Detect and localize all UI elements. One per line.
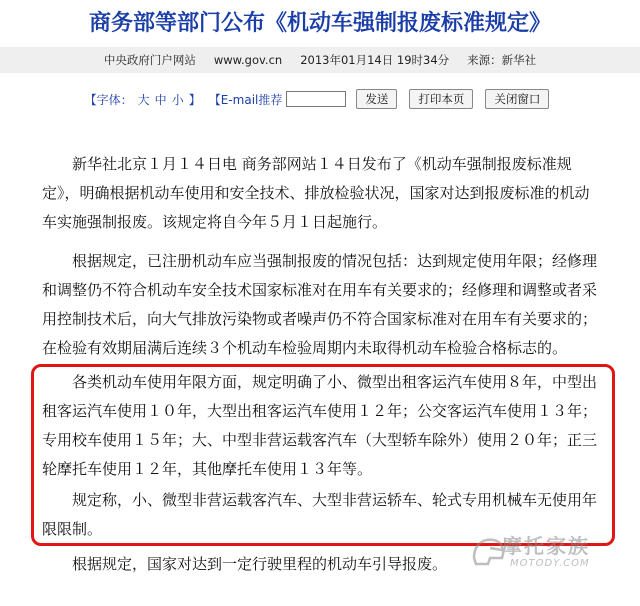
news-source: 来源：新华社 (467, 53, 537, 67)
watermark-name: 摩托家族 (502, 534, 590, 558)
font-size-bracket: 】 (188, 92, 201, 107)
font-size-small-link[interactable]: 小 (171, 92, 184, 107)
paragraph-intro: 新华社北京１月１４日电 商务部网站１４日发布了《机动车强制报废标准规定》，明确根据机动车使用和安全技术、排放检验状况，国家对达到报废标准的机动车实施强制报废。该规定将自今年５月１日起施行。 (42, 155, 590, 231)
font-size-medium-link[interactable]: 中 (154, 92, 167, 107)
email-recommend-label: 【E-mail推荐 (208, 92, 283, 107)
source-site: 中央政府门户网站 (103, 53, 196, 67)
article-meta (0, 47, 640, 73)
paragraph-no-limit: 规定称，小、微型非营运载客汽车、大型非营运轿车、轮式专用机械车无使用年限限制。 (42, 491, 598, 538)
close-window-button[interactable]: 关闭窗口 (485, 89, 549, 109)
page-title: 商务部等部门公布《机动车强制报废标准规定》 (88, 11, 551, 36)
publish-datetime: 2013年01月14日 19时34分 (300, 53, 450, 67)
font-size-switcher (85, 91, 201, 108)
send-button[interactable]: 发送 (356, 89, 397, 109)
watermark-logo (468, 526, 618, 580)
red-highlight-frame (31, 364, 615, 546)
paragraph-conditions: 根据规定，已注册机动车应当强制报废的情况包括：达到规定使用年限；经修理和调整仍不符合机动车安全技术国家标准对在用车有关要求的；经修理和调整或者采用控制技术后，向大气排放污染物或者噪声仍不符合国家标准对在用车有关要求的；在检验有效期届满后连续３个机动车检验周期内未取得机动车检验合格标志的。 (42, 252, 598, 357)
site-url: www.gov.cn (213, 53, 283, 67)
paragraph-mileage: 根据规定，国家对达到一定行驶里程的机动车引导报废。 (72, 555, 448, 573)
article-toolbar (0, 86, 640, 112)
font-size-label: 【字体： (84, 92, 133, 107)
print-button[interactable]: 打印本页 (409, 89, 473, 109)
email-input[interactable] (286, 91, 346, 107)
paragraph-service-life: 各类机动车使用年限方面，规定明确了小、微型出租客运汽车使用８年，中型出租客运汽车使用１０年，大型出租客运汽车使用１２年；公交客运汽车使用１３年；专用校车使用１５年；大、中型非营运载客汽车（大型轿车除外）使用２０年；正三轮摩托车使用１２年，其他摩托车使用１３年等。 (42, 373, 598, 478)
email-recommend-text: E-mail推荐 (220, 92, 283, 107)
font-size-large-link[interactable]: 大 (137, 92, 150, 107)
watermark-site: MOTODY.COM (510, 558, 590, 569)
